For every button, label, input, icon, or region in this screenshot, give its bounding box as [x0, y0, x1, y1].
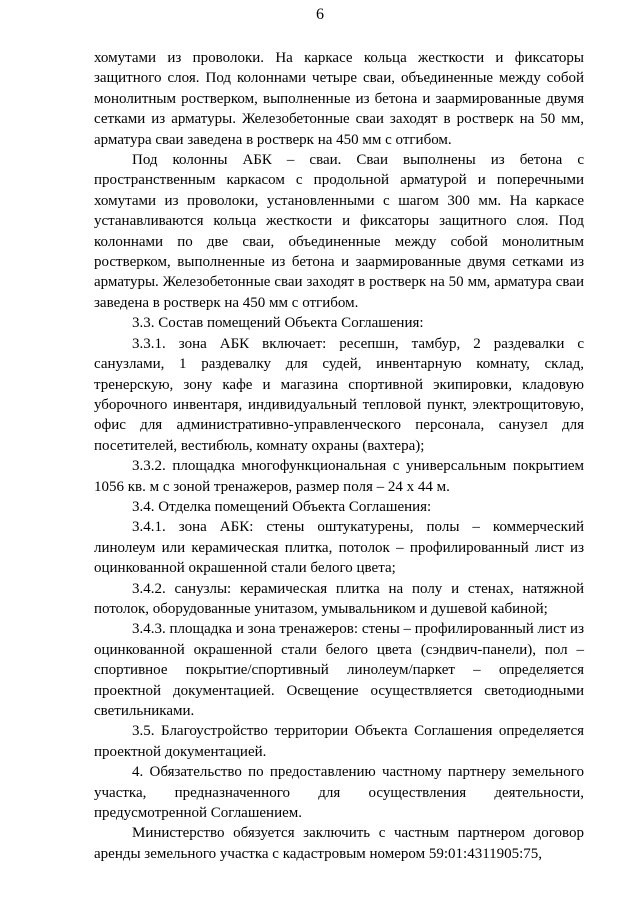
page-number: 6	[316, 6, 324, 23]
section-heading-3-3: 3.3. Состав помещений Объекта Соглашения:	[132, 315, 424, 332]
paragraph-abk-piles: Под колонны АБК – сваи. Сваи выполнены из бетона с пространственным каркасом с продольной арматурой и поперечными хомутами из проволоки, установленными с шагом 300 мм. На каркасе устанавливаются кольца жесткости и фиксаторы защитного слоя. Под колоннами по две сваи, объединенные между собой монолитным ростверком, выполненные из бетона и заармированные двумя сетками из арматуры. Железобетонные сваи заходят в ростверк на 50 мм, арматура сваи заведена в ростверк на 450 мм с отгибом.	[94, 152, 584, 311]
paragraph-3-3-2: 3.3.2. площадка многофункциональная с универсальным покрытием 1056 кв. м с зоной тренажеров, размер поля – 24 х 44 м.	[94, 458, 584, 495]
paragraph-ministry-obligation: Министерство обязуется заключить с частным партнером договор аренды земельного участка с кадастровым номером 59:01:4311905:75,	[94, 825, 584, 862]
paragraph-3-4-2: 3.4.2. санузлы: керамическая плитка на полу и стенах, натяжной потолок, оборудованные унитазом, умывальником и душевой кабиной;	[94, 580, 584, 617]
paragraph-3-4-3: 3.4.3. площадка и зона тренажеров: стены – профилированный лист из оцинкованной окрашенной стали белого цвета (сэндвич-панели), пол – спортивное покрытие/спортивный линолеум/паркет – определяется проектной документацией. Освещение осуществляется светодиодными светильниками.	[94, 621, 584, 719]
paragraph-3-5: 3.5. Благоустройство территории Объекта Соглашения определяется проектной документацией.	[94, 723, 584, 760]
paragraph-3-4-1: 3.4.1. зона АБК: стены оштукатурены, полы – коммерческий линолеум или керамическая плитка, потолок – профилированный лист из оцинкованной окрашенной стали белого цвета;	[94, 519, 584, 577]
paragraph-continuation: хомутами из проволоки. На каркасе кольца жесткости и фиксаторы защитного слоя. Под колоннами четыре сваи, объединенные между собой монолитным ростверком, выполненные из бетона и заармированные двумя сетками из арматуры. Железобетонные сваи заходят в ростверк на 50 мм, арматура сваи заведена в ростверк на 450 мм с отгибом.	[94, 50, 584, 148]
section-heading-3-4: 3.4. Отделка помещений Объекта Соглашения:	[132, 498, 432, 515]
paragraph-3-3-1: 3.3.1. зона АБК включает: ресепшн, тамбур, 2 раздевалки с санузлами, 1 раздевалку для судей, инвентарную комнату, склад, тренерскую, зону кафе и магазина спортивной экипировки, кладовую уборочного инвентаря, индивидуальный тепловой пункт, электрощитовую, офис для административно-управленческого персонала, санузел для посетителей, вестибюль, комнату охраны (вахтера);	[94, 335, 584, 454]
document-body	[94, 48, 584, 864]
section-heading-4: 4. Обязательство по предоставлению частному партнеру земельного участка, предназначенного для осуществления деятельности, предусмотренной Соглашением.	[94, 764, 584, 822]
